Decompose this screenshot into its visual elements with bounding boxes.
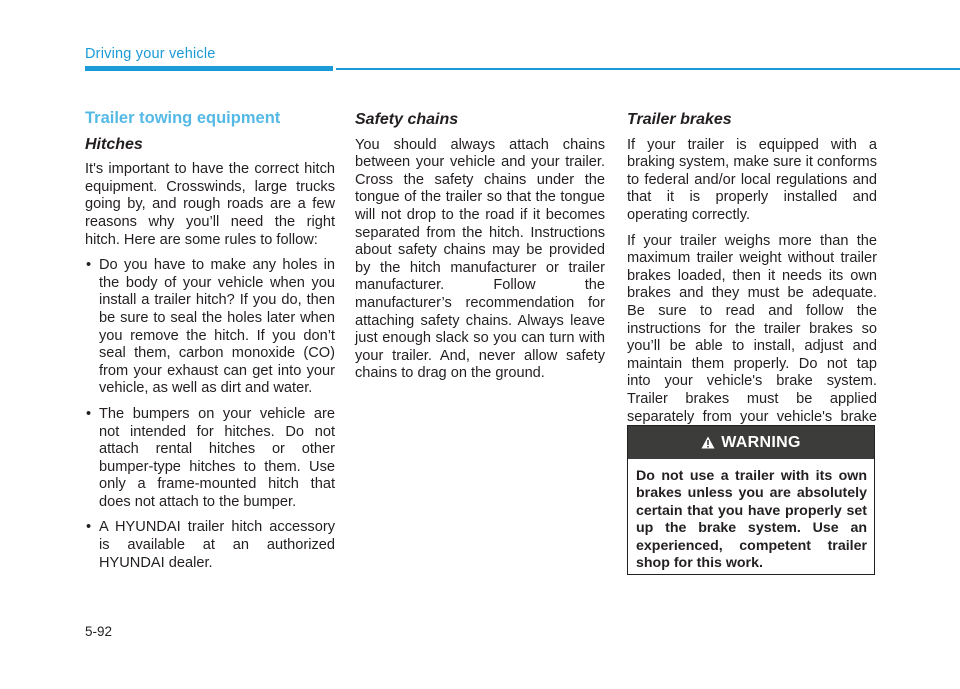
trailer-brakes-paragraph-2: If your trailer weighs more than the maximum trailer weight without trailer brakes loaded, then it needs its own brakes and they must be adequate. Be sure to read and follow the instructions for the trailer brakes so you’ll be able to install, adjust and maintain them properly. Do not tap into your vehicle's brake system. Trailer brakes must be applied separately from your vehicle's brake xyxy=(627,232,877,425)
warning-header xyxy=(628,426,874,459)
header-rule-thick xyxy=(85,66,333,71)
page-number: 5-92 xyxy=(85,624,113,639)
list-item: • The bumpers on your vehicle are not intended for hitches. Do not attach rental hitches or other bumper-type hitches to them. Use only a frame-mounted hitch that does not attach to the bumper. xyxy=(85,406,335,512)
subsection-title-safety-chains: Safety chains xyxy=(355,111,459,128)
safety-chains-paragraph: You should always attach chains between your vehicle and your trailer. Cross the safety chains under the tongue of the trailer so that the tongue will not drop to the road if it becomes separated from the hitch. Instructions about safety chains may be provided by the hitch manufacturer or trailer manufacturer. Follow the manufacturer’s recommendation for attaching safety chains. Always leave just enough slack so you can turn with your trailer. And, never allow safety chains to drag on the ground. xyxy=(355,136,605,382)
header-rule-thin xyxy=(336,68,960,70)
column-trailer-brakes xyxy=(627,108,877,452)
trailer-brakes-paragraph-1: If your trailer is equipped with a braking system, make sure it conforms to federal and/or local regulations and that it is properly installed and operating correctly. xyxy=(627,136,877,223)
warning-triangle-icon xyxy=(701,436,715,449)
warning-label: WARNING xyxy=(721,433,801,451)
list-item: • A HYUNDAI trailer hitch accessory is available at an authorized HYUNDAI dealer. xyxy=(85,519,335,572)
hitches-intro: It's important to have the correct hitch equipment. Crosswinds, large trucks going by, and rough roads are a few reasons why you’ll need the right hitch. Here are some rules to follow: xyxy=(85,161,335,248)
column-hitches xyxy=(85,108,335,580)
hitches-rules-list xyxy=(85,257,335,572)
subsection-title-trailer-brakes: Trailer brakes xyxy=(627,111,732,128)
subsection-title-hitches: Hitches xyxy=(85,135,143,153)
list-item: • Do you have to make any holes in the body of your vehicle when you install a trailer hitch? If you do, then be sure to seal the holes later when you remove the hitch. If you don’t seal them, carbon monoxide (CO) from your exhaust can get into your vehicle, as well as dirt and water. xyxy=(85,257,335,398)
warning-text: Do not use a trailer with its own brakes unless you are absolutely certain that you have properly set up the brake system. Use an experienced, competent trailer shop for this work. xyxy=(636,468,867,572)
column-safety-chains xyxy=(355,108,605,391)
section-title: Trailer towing equipment xyxy=(85,109,281,127)
header-title: Driving your vehicle xyxy=(85,46,216,62)
warning-box xyxy=(627,425,875,575)
